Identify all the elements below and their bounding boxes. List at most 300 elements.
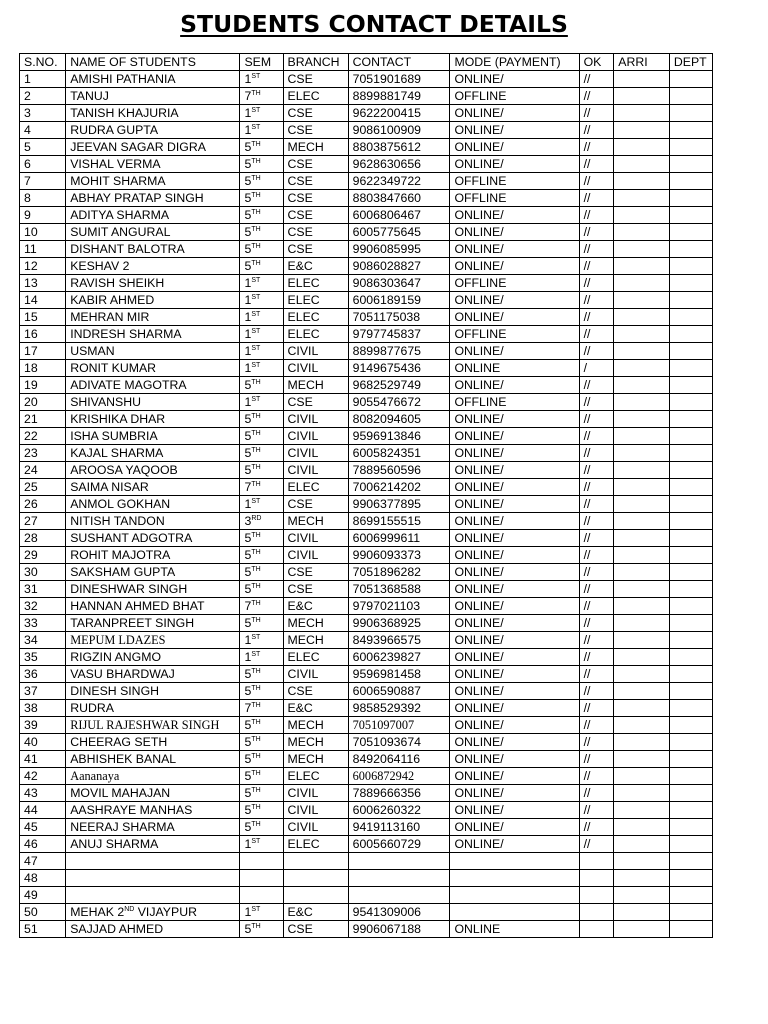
sem-suffix: TH	[251, 430, 261, 437]
cell-dept	[669, 190, 712, 207]
cell-mode: ONLINE/	[450, 224, 579, 241]
cell-sno: 42	[20, 768, 66, 785]
cell-sno: 44	[20, 802, 66, 819]
cell-dept	[669, 734, 712, 751]
cell-sno: 50	[20, 904, 66, 921]
cell-sem	[240, 173, 283, 190]
cell-arri	[614, 241, 670, 258]
cell-dept	[669, 921, 712, 938]
cell-dept	[669, 751, 712, 768]
sem-suffix: TH	[251, 481, 261, 488]
sem-number: 5	[244, 242, 252, 256]
student-name: CHEERAG SETH	[70, 735, 168, 749]
sem-suffix: TH	[251, 379, 261, 386]
cell-sno: 36	[20, 666, 66, 683]
cell-mode: ONLINE/	[450, 683, 579, 700]
cell-sno: 5	[20, 139, 66, 156]
cell-sem	[240, 683, 283, 700]
cell-name	[66, 547, 240, 564]
cell-name	[66, 887, 240, 904]
cell-arri	[614, 819, 670, 836]
cell-sno: 3	[20, 105, 66, 122]
cell-sem	[240, 275, 283, 292]
cell-dept	[669, 666, 712, 683]
cell-contact: 8492064116	[348, 751, 450, 768]
table-row	[20, 377, 713, 394]
cell-sem	[240, 836, 283, 853]
cell-arri	[614, 632, 670, 649]
sem-suffix: ST	[251, 906, 261, 913]
cell-sem	[240, 462, 283, 479]
cell-branch: CIVIL	[283, 462, 348, 479]
cell-sem	[240, 445, 283, 462]
header-dept: DEPT	[669, 54, 712, 71]
student-name: KABIR AHMED	[70, 293, 155, 307]
cell-branch: ELEC	[283, 292, 348, 309]
cell-sem	[240, 853, 283, 870]
cell-dept	[669, 139, 712, 156]
table-row	[20, 530, 713, 547]
sem-number: 5	[244, 769, 252, 783]
cell-mode: OFFLINE	[450, 326, 579, 343]
cell-arri	[614, 173, 670, 190]
cell-mode	[450, 853, 579, 870]
header-sno: S.NO.	[20, 54, 66, 71]
sem-number: 1	[244, 327, 252, 341]
student-name: MEHRAN MIR	[70, 310, 150, 324]
cell-dept	[669, 207, 712, 224]
cell-sno: 13	[20, 275, 66, 292]
cell-sno: 23	[20, 445, 66, 462]
sem-suffix: TH	[251, 753, 261, 760]
cell-ok: //	[579, 700, 614, 717]
cell-branch: ELEC	[283, 768, 348, 785]
cell-contact: 9622200415	[348, 105, 450, 122]
cell-contact: 6006999611	[348, 530, 450, 547]
cell-sno: 47	[20, 853, 66, 870]
cell-sno: 35	[20, 649, 66, 666]
cell-contact: 9797745837	[348, 326, 450, 343]
cell-ok: //	[579, 734, 614, 751]
cell-mode: OFFLINE	[450, 394, 579, 411]
cell-arri	[614, 700, 670, 717]
cell-contact: 9622349722	[348, 173, 450, 190]
cell-contact: 9596981458	[348, 666, 450, 683]
cell-mode: ONLINE/	[450, 156, 579, 173]
student-name: RIJUL RAJESHWAR SINGH	[70, 718, 220, 732]
cell-name	[66, 394, 240, 411]
cell-sem	[240, 360, 283, 377]
cell-mode: ONLINE/	[450, 496, 579, 513]
cell-arri	[614, 190, 670, 207]
cell-ok: //	[579, 751, 614, 768]
cell-dept	[669, 581, 712, 598]
student-name: NEERAJ SHARMA	[70, 820, 175, 834]
cell-dept	[669, 496, 712, 513]
sem-number: 5	[244, 616, 252, 630]
header-branch: BRANCH	[283, 54, 348, 71]
table-row	[20, 139, 713, 156]
student-name: MOHIT SHARMA	[70, 174, 166, 188]
students-table	[19, 53, 713, 938]
cell-mode: OFFLINE	[450, 275, 579, 292]
student-name: DINESHWAR SINGH	[70, 582, 188, 596]
student-name: AMISHI PATHANIA	[70, 72, 176, 86]
cell-ok: /	[579, 360, 614, 377]
cell-dept	[669, 683, 712, 700]
cell-ok: //	[579, 394, 614, 411]
cell-ok: //	[579, 632, 614, 649]
cell-mode: ONLINE	[450, 921, 579, 938]
cell-sno: 10	[20, 224, 66, 241]
cell-branch: CIVIL	[283, 360, 348, 377]
cell-mode: OFFLINE	[450, 190, 579, 207]
student-name: Aananaya	[70, 769, 120, 783]
cell-dept	[669, 870, 712, 887]
cell-sno: 9	[20, 207, 66, 224]
sem-suffix: ST	[251, 294, 261, 301]
sem-number: 5	[244, 259, 252, 273]
student-name: ROHIT MAJOTRA	[70, 548, 171, 562]
cell-ok: //	[579, 207, 614, 224]
cell-branch: E&C	[283, 700, 348, 717]
cell-mode: ONLINE/	[450, 343, 579, 360]
cell-name	[66, 734, 240, 751]
cell-name	[66, 241, 240, 258]
cell-sno: 41	[20, 751, 66, 768]
cell-dept	[669, 632, 712, 649]
cell-sno: 40	[20, 734, 66, 751]
cell-sno: 38	[20, 700, 66, 717]
sem-number: 5	[244, 412, 252, 426]
cell-arri	[614, 802, 670, 819]
sem-suffix: TH	[251, 770, 261, 777]
cell-arri	[614, 547, 670, 564]
cell-name	[66, 445, 240, 462]
cell-name	[66, 309, 240, 326]
sem-suffix: ST	[251, 362, 261, 369]
student-name: KESHAV 2	[70, 259, 130, 273]
table-row	[20, 666, 713, 683]
cell-sem	[240, 547, 283, 564]
cell-ok: //	[579, 343, 614, 360]
cell-sno: 11	[20, 241, 66, 258]
cell-arri	[614, 785, 670, 802]
cell-mode: ONLINE/	[450, 700, 579, 717]
cell-ok: //	[579, 802, 614, 819]
cell-ok: //	[579, 836, 614, 853]
cell-sno: 48	[20, 870, 66, 887]
cell-contact	[348, 853, 450, 870]
cell-branch: MECH	[283, 751, 348, 768]
cell-arri	[614, 275, 670, 292]
sem-number: 1	[244, 905, 252, 919]
sem-suffix: ST	[251, 277, 261, 284]
cell-ok: //	[579, 105, 614, 122]
cell-dept	[669, 411, 712, 428]
cell-sno: 24	[20, 462, 66, 479]
cell-mode: ONLINE/	[450, 615, 579, 632]
sem-suffix: ST	[251, 634, 261, 641]
cell-dept	[669, 88, 712, 105]
cell-mode: ONLINE/	[450, 241, 579, 258]
student-name: SAJJAD AHMED	[70, 922, 164, 936]
cell-contact: 6006590887	[348, 683, 450, 700]
table-row	[20, 445, 713, 462]
student-name: DISHANT BALOTRA	[70, 242, 185, 256]
cell-arri	[614, 734, 670, 751]
sem-suffix: ST	[251, 328, 261, 335]
cell-sno: 34	[20, 632, 66, 649]
cell-name	[66, 564, 240, 581]
cell-arri	[614, 530, 670, 547]
cell-sem	[240, 785, 283, 802]
sem-number: 5	[244, 225, 252, 239]
cell-contact: 6006260322	[348, 802, 450, 819]
sem-number: 5	[244, 582, 252, 596]
cell-branch: E&C	[283, 598, 348, 615]
cell-arri	[614, 105, 670, 122]
cell-dept	[669, 649, 712, 666]
cell-name	[66, 649, 240, 666]
table-row	[20, 870, 713, 887]
sem-suffix: TH	[251, 787, 261, 794]
table-row	[20, 683, 713, 700]
cell-dept	[669, 275, 712, 292]
cell-ok: //	[579, 717, 614, 734]
cell-mode: ONLINE/	[450, 258, 579, 275]
cell-sem	[240, 598, 283, 615]
cell-branch: CSE	[283, 105, 348, 122]
cell-sem	[240, 479, 283, 496]
sem-suffix: ST	[251, 396, 261, 403]
sem-number: 5	[244, 446, 252, 460]
cell-branch: CIVIL	[283, 445, 348, 462]
student-name: VISHAL VERMA	[70, 157, 161, 171]
table-row	[20, 105, 713, 122]
cell-arri	[614, 326, 670, 343]
cell-sem	[240, 394, 283, 411]
cell-name	[66, 258, 240, 275]
sem-number: 5	[244, 667, 252, 681]
cell-contact: 8699155515	[348, 513, 450, 530]
sem-suffix: TH	[251, 192, 261, 199]
table-row	[20, 785, 713, 802]
cell-mode: ONLINE/	[450, 768, 579, 785]
cell-contact: 9906067188	[348, 921, 450, 938]
table-body	[20, 71, 713, 938]
cell-arri	[614, 513, 670, 530]
table-row	[20, 309, 713, 326]
cell-dept	[669, 547, 712, 564]
table-row	[20, 394, 713, 411]
cell-branch	[283, 870, 348, 887]
sem-number: 7	[244, 480, 252, 494]
cell-name	[66, 802, 240, 819]
cell-mode: ONLINE/	[450, 802, 579, 819]
header-contact: CONTACT	[348, 54, 450, 71]
cell-arri	[614, 683, 670, 700]
student-name: USMAN	[70, 344, 115, 358]
cell-arri	[614, 292, 670, 309]
header-arri: ARRI	[614, 54, 670, 71]
cell-arri	[614, 666, 670, 683]
sem-number: 5	[244, 820, 252, 834]
cell-arri	[614, 751, 670, 768]
cell-branch: ELEC	[283, 649, 348, 666]
cell-dept	[669, 802, 712, 819]
cell-arri	[614, 598, 670, 615]
table-row	[20, 292, 713, 309]
table-row	[20, 360, 713, 377]
cell-dept	[669, 615, 712, 632]
cell-branch: CIVIL	[283, 802, 348, 819]
sem-suffix: TH	[251, 243, 261, 250]
sem-number: 1	[244, 123, 252, 137]
cell-branch: CSE	[283, 190, 348, 207]
cell-contact: 9541309006	[348, 904, 450, 921]
cell-sem	[240, 904, 283, 921]
cell-arri	[614, 904, 670, 921]
sem-number: 1	[244, 106, 252, 120]
name-location: VIJAYPUR	[137, 905, 197, 919]
cell-branch: MECH	[283, 615, 348, 632]
cell-branch: CIVIL	[283, 819, 348, 836]
cell-contact: 6006872942	[348, 768, 450, 785]
student-name: KAJAL SHARMA	[70, 446, 164, 460]
sem-number: 7	[244, 701, 252, 715]
cell-branch: MECH	[283, 717, 348, 734]
cell-mode: ONLINE/	[450, 513, 579, 530]
cell-name	[66, 598, 240, 615]
cell-sno: 16	[20, 326, 66, 343]
cell-branch: ELEC	[283, 836, 348, 853]
cell-name	[66, 700, 240, 717]
cell-sno: 32	[20, 598, 66, 615]
table-row	[20, 615, 713, 632]
cell-sno: 30	[20, 564, 66, 581]
sem-number: 5	[244, 463, 252, 477]
cell-ok: //	[579, 496, 614, 513]
cell-mode: ONLINE	[450, 360, 579, 377]
sem-suffix: TH	[251, 685, 261, 692]
sem-suffix: TH	[251, 209, 261, 216]
cell-branch: CIVIL	[283, 530, 348, 547]
cell-dept	[669, 428, 712, 445]
cell-sno: 20	[20, 394, 66, 411]
cell-mode: ONLINE/	[450, 649, 579, 666]
cell-sem	[240, 530, 283, 547]
cell-mode: ONLINE/	[450, 445, 579, 462]
student-name: SUSHANT ADGOTRA	[70, 531, 193, 545]
cell-name	[66, 360, 240, 377]
student-name: ABHISHEK BANAL	[70, 752, 177, 766]
sem-suffix: TH	[251, 923, 261, 930]
cell-dept	[669, 598, 712, 615]
table-row	[20, 632, 713, 649]
sem-suffix: TH	[251, 583, 261, 590]
cell-branch: CIVIL	[283, 666, 348, 683]
cell-arri	[614, 156, 670, 173]
cell-contact: 9858529392	[348, 700, 450, 717]
table-row	[20, 156, 713, 173]
cell-sno: 45	[20, 819, 66, 836]
sem-number: 5	[244, 429, 252, 443]
cell-ok: //	[579, 275, 614, 292]
cell-mode	[450, 887, 579, 904]
sem-suffix: TH	[251, 175, 261, 182]
cell-branch: E&C	[283, 904, 348, 921]
cell-mode: ONLINE/	[450, 666, 579, 683]
cell-dept	[669, 292, 712, 309]
student-name: SAIMA NISAR	[70, 480, 149, 494]
table-row	[20, 734, 713, 751]
cell-ok: //	[579, 88, 614, 105]
cell-mode: ONLINE/	[450, 530, 579, 547]
table-header-row	[20, 54, 713, 71]
cell-sem	[240, 428, 283, 445]
table-row	[20, 122, 713, 139]
cell-mode: ONLINE/	[450, 122, 579, 139]
cell-sno: 28	[20, 530, 66, 547]
student-name: TANUJ	[70, 89, 109, 103]
cell-sno: 14	[20, 292, 66, 309]
cell-sno: 22	[20, 428, 66, 445]
cell-ok: //	[579, 581, 614, 598]
student-name: SAKSHAM GUPTA	[70, 565, 176, 579]
cell-contact: 7051175038	[348, 309, 450, 326]
cell-dept	[669, 785, 712, 802]
cell-ok: //	[579, 513, 614, 530]
sem-number: 5	[244, 684, 252, 698]
sem-number: 3	[244, 514, 252, 528]
sem-number: 5	[244, 548, 252, 562]
cell-contact	[348, 870, 450, 887]
cell-mode: ONLINE/	[450, 428, 579, 445]
cell-arri	[614, 445, 670, 462]
cell-name	[66, 462, 240, 479]
cell-sem	[240, 802, 283, 819]
name-sem-suffix: ND	[124, 906, 135, 913]
cell-arri	[614, 836, 670, 853]
cell-branch: CSE	[283, 683, 348, 700]
cell-name	[66, 921, 240, 938]
cell-branch: MECH	[283, 632, 348, 649]
cell-branch: CSE	[283, 224, 348, 241]
cell-name	[66, 615, 240, 632]
cell-ok: //	[579, 564, 614, 581]
cell-branch: CIVIL	[283, 428, 348, 445]
cell-arri	[614, 258, 670, 275]
student-name: ANUJ SHARMA	[70, 837, 159, 851]
cell-arri	[614, 309, 670, 326]
cell-dept	[669, 105, 712, 122]
cell-mode: ONLINE/	[450, 751, 579, 768]
cell-name	[66, 513, 240, 530]
cell-arri	[614, 394, 670, 411]
cell-branch	[283, 887, 348, 904]
sem-suffix: TH	[251, 549, 261, 556]
cell-branch: ELEC	[283, 275, 348, 292]
cell-dept	[669, 836, 712, 853]
student-name: HANNAN AHMED BHAT	[70, 599, 205, 613]
cell-dept	[669, 156, 712, 173]
cell-branch: ELEC	[283, 309, 348, 326]
cell-contact: 9596913846	[348, 428, 450, 445]
cell-name	[66, 496, 240, 513]
cell-arri	[614, 88, 670, 105]
sem-suffix: TH	[251, 702, 261, 709]
